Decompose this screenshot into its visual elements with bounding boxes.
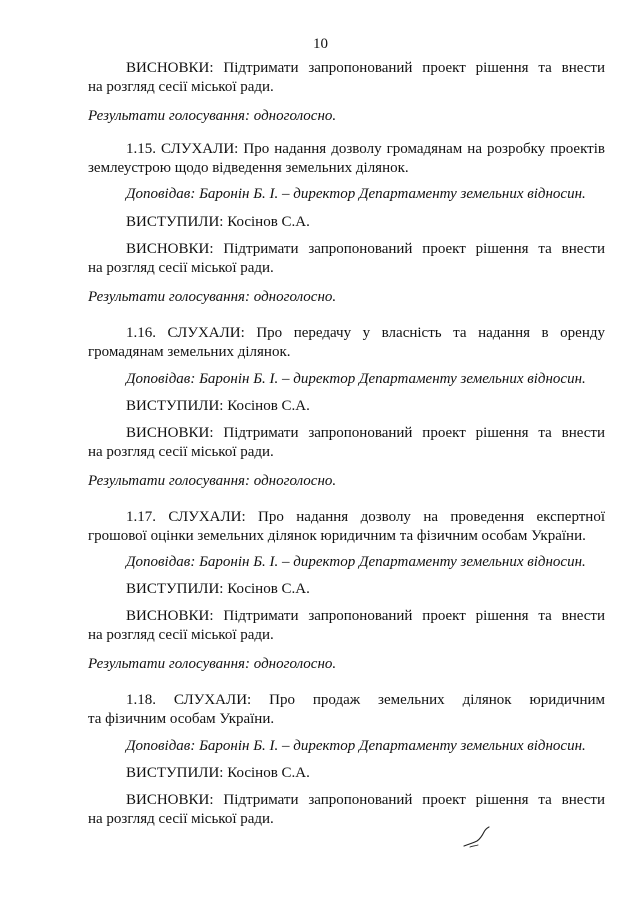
document-text-line: Доповідав: Баронін Б. І. – директор Департаменту земельних відносин. <box>126 371 586 387</box>
document-text-line: громадянам земельних ділянок. <box>88 344 291 360</box>
document-text-line: ВИСТУПИЛИ: Косінов С.А. <box>126 398 310 414</box>
document-text-line: Результати голосування: одноголосно. <box>88 656 337 672</box>
document-text-line: землеустрою щодо відведення земельних ділянок. <box>88 160 409 176</box>
document-text-line: ВИСТУПИЛИ: Косінов С.А. <box>126 214 310 230</box>
document-text-line: Доповідав: Баронін Б. І. – директор Департаменту земельних відносин. <box>126 186 586 202</box>
document-text-line: ВИСНОВКИ: Підтримати запропонований проект рішення та внести <box>126 792 605 808</box>
document-text-line: та фізичним особам України. <box>88 711 275 727</box>
document-text-line: ВИСТУПИЛИ: Косінов С.А. <box>126 581 310 597</box>
document-text-line: ВИСНОВКИ: Підтримати запропонований проект рішення та внести <box>126 241 605 257</box>
document-text-line: ВИСНОВКИ: Підтримати запропонований проект рішення та внести <box>126 425 605 441</box>
document-text-line: на розгляд сесії міської ради. <box>88 627 274 643</box>
document-text-line: грошової оцінки земельних ділянок юридичним та фізичним особам України. <box>88 528 586 544</box>
document-text-line: 1.15. СЛУХАЛИ: Про надання дозволу громадянам на розробку проектів <box>126 141 605 157</box>
document-text-line: ВИСТУПИЛИ: Косінов С.А. <box>126 765 310 781</box>
document-text-line: на розгляд сесії міської ради. <box>88 260 274 276</box>
handwritten-signature-mark <box>462 822 494 852</box>
document-text-line: Доповідав: Баронін Б. І. – директор Департаменту земельних відносин. <box>126 738 586 754</box>
document-text-line: 1.16. СЛУХАЛИ: Про передачу у власність та надання в оренду <box>126 325 605 341</box>
document-text-line: Результати голосування: одноголосно. <box>88 473 337 489</box>
page-number: 10 <box>313 36 328 52</box>
document-text-line: 1.18. СЛУХАЛИ: Про продаж земельних ділянок юридичним <box>126 692 605 708</box>
document-text-line: ВИСНОВКИ: Підтримати запропонований проект рішення та внести <box>126 608 605 624</box>
document-text-line: на розгляд сесії міської ради. <box>88 79 274 95</box>
document-text-line: на розгляд сесії міської ради. <box>88 444 274 460</box>
document-text-line: ВИСНОВКИ: Підтримати запропонований проект рішення та внести <box>126 60 605 76</box>
document-text-line: на розгляд сесії міської ради. <box>88 811 274 827</box>
document-text-line: Результати голосування: одноголосно. <box>88 289 337 305</box>
document-text-line: Доповідав: Баронін Б. І. – директор Департаменту земельних відносин. <box>126 554 586 570</box>
document-text-line: Результати голосування: одноголосно. <box>88 108 337 124</box>
document-text-line: 1.17. СЛУХАЛИ: Про надання дозволу на проведення експертної <box>126 509 605 525</box>
